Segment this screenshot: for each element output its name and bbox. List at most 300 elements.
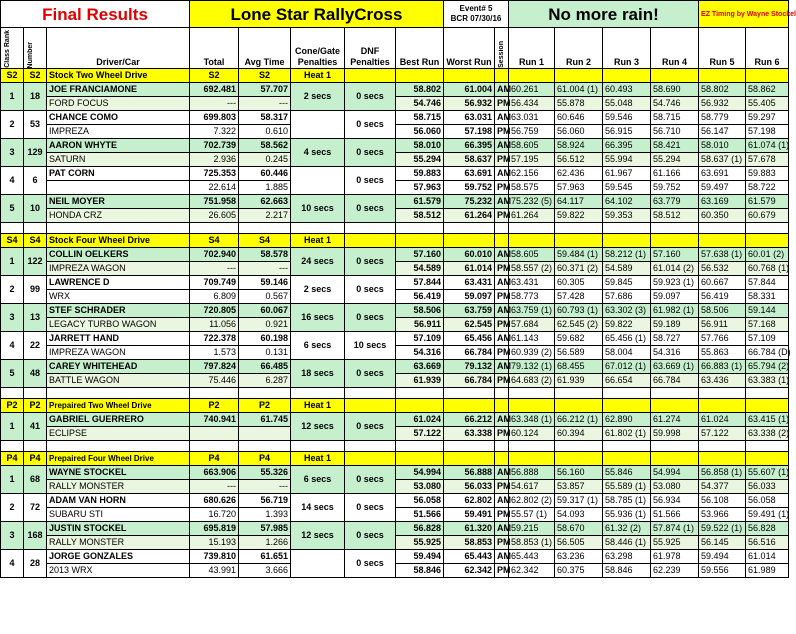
run-time: 57.686 bbox=[603, 290, 651, 304]
session: AM bbox=[495, 413, 509, 427]
best-run: 56.058 bbox=[396, 494, 444, 508]
class-code-alt: S2 bbox=[24, 69, 47, 83]
run-time: 59.998 bbox=[651, 427, 699, 441]
run-time: 58.727 bbox=[651, 332, 699, 346]
best-run: 61.024 bbox=[396, 413, 444, 427]
car-name: WRX bbox=[47, 290, 190, 304]
driver-row bbox=[1, 111, 789, 125]
empty-cell bbox=[47, 441, 190, 452]
run-time: 57.198 bbox=[746, 125, 789, 139]
run-time: 62.436 bbox=[555, 167, 603, 181]
best-run: 55.925 bbox=[396, 536, 444, 550]
empty-cell bbox=[396, 452, 444, 466]
run-time: 68.455 bbox=[555, 360, 603, 374]
run-time: 57.109 bbox=[746, 332, 789, 346]
run-time: 56.516 bbox=[746, 536, 789, 550]
cone-penalty bbox=[291, 167, 345, 195]
worst-run: 57.198 bbox=[444, 125, 495, 139]
worst-run: 60.010 bbox=[444, 248, 495, 262]
run-time: 55.863 bbox=[699, 346, 746, 360]
class-heat: Heat 1 bbox=[291, 69, 345, 83]
car-row bbox=[1, 480, 789, 494]
avg-time: 58.317 bbox=[239, 111, 291, 125]
run-time: 57.195 bbox=[509, 153, 555, 167]
empty-cell bbox=[555, 234, 603, 248]
worst-run: 61.264 bbox=[444, 209, 495, 223]
run-time: 60.305 bbox=[555, 276, 603, 290]
avg-time: 60.446 bbox=[239, 167, 291, 181]
empty-cell bbox=[555, 388, 603, 399]
best-run: 56.060 bbox=[396, 125, 444, 139]
total-diff bbox=[190, 427, 239, 441]
car-number: 13 bbox=[24, 304, 47, 332]
run-time: 60.667 bbox=[699, 276, 746, 290]
class-rank: 2 bbox=[1, 111, 24, 139]
best-run: 58.010 bbox=[396, 139, 444, 153]
driver-name: JOE FRANCIAMONE bbox=[47, 83, 190, 97]
timing-credit: EZ Timing by Wayne Stockel bbox=[699, 1, 789, 28]
spacer-row bbox=[1, 388, 789, 399]
run-time: 65.443 bbox=[509, 550, 555, 564]
run-time: 57.844 bbox=[746, 276, 789, 290]
run-time: 60.768 (1) bbox=[746, 262, 789, 276]
class-code: S2 bbox=[1, 69, 24, 83]
run-time: 60.375 bbox=[555, 564, 603, 578]
page-title: Final Results bbox=[1, 1, 190, 28]
worst-run: 56.888 bbox=[444, 466, 495, 480]
cone-penalty: 6 secs bbox=[291, 466, 345, 494]
empty-cell bbox=[396, 399, 444, 413]
driver-name: NEIL MOYER bbox=[47, 195, 190, 209]
total-time: 709.749 bbox=[190, 276, 239, 290]
car-row bbox=[1, 508, 789, 522]
empty-cell bbox=[495, 441, 509, 452]
run-time: 56.532 bbox=[699, 262, 746, 276]
empty-cell bbox=[555, 441, 603, 452]
worst-run: 63.431 bbox=[444, 276, 495, 290]
class-header-row bbox=[1, 452, 789, 466]
car-number: 18 bbox=[24, 83, 47, 111]
empty-cell bbox=[555, 223, 603, 234]
run-time: 60.371 (2) bbox=[555, 262, 603, 276]
run-time: 59.556 bbox=[699, 564, 746, 578]
run-time: 63.436 bbox=[699, 374, 746, 388]
driver-name: AARON WHYTE bbox=[47, 139, 190, 153]
driver-name: STEF SCHRADER bbox=[47, 304, 190, 318]
run-time: 56.589 bbox=[555, 346, 603, 360]
run-time: 55.048 bbox=[603, 97, 651, 111]
run-time: 59.494 bbox=[699, 550, 746, 564]
car-number: 129 bbox=[24, 139, 47, 167]
run-time: 63.415 (1) bbox=[746, 413, 789, 427]
avg-diff: 0.131 bbox=[239, 346, 291, 360]
run-time: 62.342 bbox=[509, 564, 555, 578]
empty-cell bbox=[345, 388, 396, 399]
run-time: 63.302 (3) bbox=[603, 304, 651, 318]
worst-run: 56.932 bbox=[444, 97, 495, 111]
total-diff: --- bbox=[190, 97, 239, 111]
run-time: 58.690 bbox=[651, 83, 699, 97]
empty-cell bbox=[1, 441, 24, 452]
best-run: 58.715 bbox=[396, 111, 444, 125]
run-time: 56.888 bbox=[509, 466, 555, 480]
car-number: 41 bbox=[24, 413, 47, 441]
cone-penalty: 12 secs bbox=[291, 522, 345, 550]
driver-row bbox=[1, 83, 789, 97]
avg-diff: --- bbox=[239, 480, 291, 494]
driver-row bbox=[1, 550, 789, 564]
class-rank: 2 bbox=[1, 276, 24, 304]
best-run: 57.844 bbox=[396, 276, 444, 290]
worst-run: 66.784 bbox=[444, 374, 495, 388]
worst-run: 59.491 bbox=[444, 508, 495, 522]
driver-name: JORGE GONZALES bbox=[47, 550, 190, 564]
run-time: 59.752 bbox=[651, 181, 699, 195]
class-code-alt: P4 bbox=[24, 452, 47, 466]
car-number: 48 bbox=[24, 360, 47, 388]
car-row bbox=[1, 262, 789, 276]
session: PM bbox=[495, 125, 509, 139]
run-time: 58.212 (1) bbox=[603, 248, 651, 262]
run-time: 55.607 (1) bbox=[746, 466, 789, 480]
class-avg-label: P4 bbox=[239, 452, 291, 466]
run-time: 58.846 bbox=[603, 564, 651, 578]
run-time: 57.428 bbox=[555, 290, 603, 304]
empty-cell bbox=[603, 69, 651, 83]
best-run: 58.512 bbox=[396, 209, 444, 223]
run-time: 53.080 bbox=[651, 480, 699, 494]
run-time: 59.353 bbox=[603, 209, 651, 223]
driver-row bbox=[1, 466, 789, 480]
car-number: 122 bbox=[24, 248, 47, 276]
col-worst-run: Worst Run bbox=[444, 28, 495, 69]
driver-row bbox=[1, 276, 789, 290]
driver-row bbox=[1, 167, 789, 181]
empty-cell bbox=[291, 223, 345, 234]
run-time: 60.679 bbox=[746, 209, 789, 223]
run-time: 63.236 bbox=[555, 550, 603, 564]
run-time: 53.857 bbox=[555, 480, 603, 494]
empty-cell bbox=[291, 441, 345, 452]
worst-run: 65.443 bbox=[444, 550, 495, 564]
car-name: SATURN bbox=[47, 153, 190, 167]
run-time: 58.637 (1) bbox=[699, 153, 746, 167]
run-time: 56.033 bbox=[746, 480, 789, 494]
run-time: 60.124 bbox=[509, 427, 555, 441]
run-time: 59.497 bbox=[699, 181, 746, 195]
car-name: RALLY MONSTER bbox=[47, 480, 190, 494]
avg-diff: 0.610 bbox=[239, 125, 291, 139]
car-name: RALLY MONSTER bbox=[47, 536, 190, 550]
car-name: IMPREZA bbox=[47, 125, 190, 139]
total-diff: 15.193 bbox=[190, 536, 239, 550]
worst-run: 61.320 bbox=[444, 522, 495, 536]
total-time: 680.626 bbox=[190, 494, 239, 508]
col-best-run: Best Run bbox=[396, 28, 444, 69]
empty-cell bbox=[396, 69, 444, 83]
session: PM bbox=[495, 374, 509, 388]
driver-name: JUSTIN STOCKEL bbox=[47, 522, 190, 536]
col-number: Number bbox=[27, 41, 34, 68]
class-total-label: P2 bbox=[190, 399, 239, 413]
run-time: 60.01 (2) bbox=[746, 248, 789, 262]
best-run: 54.316 bbox=[396, 346, 444, 360]
empty-cell bbox=[746, 69, 789, 83]
session: PM bbox=[495, 290, 509, 304]
cone-penalty: 6 secs bbox=[291, 332, 345, 360]
session: PM bbox=[495, 181, 509, 195]
run-time: 53.966 bbox=[699, 508, 746, 522]
run-time: 58.722 bbox=[746, 181, 789, 195]
avg-diff bbox=[239, 427, 291, 441]
empty-cell bbox=[509, 399, 555, 413]
run-time: 61.014 (2) bbox=[651, 262, 699, 276]
run-time: 56.858 (1) bbox=[699, 466, 746, 480]
run-time: 59.822 bbox=[603, 318, 651, 332]
empty-cell bbox=[495, 452, 509, 466]
car-name: SUBARU STI bbox=[47, 508, 190, 522]
car-name: IMPREZA WAGON bbox=[47, 346, 190, 360]
driver-row bbox=[1, 304, 789, 318]
run-time: 61.802 (1) bbox=[603, 427, 651, 441]
run-time: 63.759 (1) bbox=[509, 304, 555, 318]
empty-cell bbox=[345, 452, 396, 466]
class-code: P4 bbox=[1, 452, 24, 466]
car-number: 22 bbox=[24, 332, 47, 360]
session: AM bbox=[495, 111, 509, 125]
empty-cell bbox=[746, 388, 789, 399]
empty-cell bbox=[555, 69, 603, 83]
class-code: S4 bbox=[1, 234, 24, 248]
worst-run: 58.853 bbox=[444, 536, 495, 550]
run-time: 58.779 bbox=[699, 111, 746, 125]
session: AM bbox=[495, 522, 509, 536]
class-rank: 4 bbox=[1, 550, 24, 578]
run-time: 63.169 bbox=[699, 195, 746, 209]
best-run: 57.963 bbox=[396, 181, 444, 195]
run-time: 64.117 bbox=[555, 195, 603, 209]
run-time: 59.097 bbox=[651, 290, 699, 304]
class-header-row bbox=[1, 69, 789, 83]
col-run3: Run 3 bbox=[603, 28, 651, 69]
total-time: 722.378 bbox=[190, 332, 239, 346]
run-time: 59.682 bbox=[555, 332, 603, 346]
class-rank: 2 bbox=[1, 494, 24, 522]
weather-note: No more rain! bbox=[509, 1, 699, 28]
empty-cell bbox=[603, 388, 651, 399]
run-time: 58.446 (1) bbox=[603, 536, 651, 550]
worst-run: 59.097 bbox=[444, 290, 495, 304]
total-diff: 22.614 bbox=[190, 181, 239, 195]
event-date: BCR 07/30/16 bbox=[450, 14, 502, 23]
dnf-penalty: 0 secs bbox=[345, 167, 396, 195]
run-time: 58.715 bbox=[651, 111, 699, 125]
car-row bbox=[1, 125, 789, 139]
best-run: 54.589 bbox=[396, 262, 444, 276]
car-number: 28 bbox=[24, 550, 47, 578]
run-time: 55.294 bbox=[651, 153, 699, 167]
run-time: 64.102 bbox=[603, 195, 651, 209]
class-rank: 5 bbox=[1, 360, 24, 388]
class-rank: 4 bbox=[1, 167, 24, 195]
cone-penalty: 10 secs bbox=[291, 195, 345, 223]
driver-row bbox=[1, 195, 789, 209]
class-header-row bbox=[1, 234, 789, 248]
run-time: 55.878 bbox=[555, 97, 603, 111]
avg-diff: 3.666 bbox=[239, 564, 291, 578]
class-total-label: S2 bbox=[190, 69, 239, 83]
car-number: 99 bbox=[24, 276, 47, 304]
session: PM bbox=[495, 318, 509, 332]
run-time: 58.605 bbox=[509, 248, 555, 262]
run-time: 58.862 bbox=[746, 83, 789, 97]
col-session: Session bbox=[498, 41, 505, 68]
empty-cell bbox=[1, 223, 24, 234]
cone-penalty: 24 secs bbox=[291, 248, 345, 276]
empty-cell bbox=[651, 69, 699, 83]
driver-row bbox=[1, 522, 789, 536]
class-rank: 1 bbox=[1, 466, 24, 494]
col-run5: Run 5 bbox=[699, 28, 746, 69]
total-time: 702.940 bbox=[190, 248, 239, 262]
driver-name: LAWRENCE D bbox=[47, 276, 190, 290]
run-time: 55.405 bbox=[746, 97, 789, 111]
empty-cell bbox=[495, 234, 509, 248]
run-time: 67.012 (1) bbox=[603, 360, 651, 374]
worst-run: 66.212 bbox=[444, 413, 495, 427]
empty-cell bbox=[555, 452, 603, 466]
car-row bbox=[1, 427, 789, 441]
empty-cell bbox=[603, 399, 651, 413]
cone-penalty: 2 secs bbox=[291, 276, 345, 304]
car-number: 72 bbox=[24, 494, 47, 522]
run-time: 66.212 (1) bbox=[555, 413, 603, 427]
dnf-penalty: 0 secs bbox=[345, 195, 396, 223]
dnf-penalty: 0 secs bbox=[345, 304, 396, 332]
cone-penalty: 14 secs bbox=[291, 494, 345, 522]
empty-cell bbox=[239, 441, 291, 452]
driver-row bbox=[1, 248, 789, 262]
run-time: 62.239 bbox=[651, 564, 699, 578]
car-number: 6 bbox=[24, 167, 47, 195]
empty-cell bbox=[444, 69, 495, 83]
run-time: 57.168 bbox=[746, 318, 789, 332]
empty-cell bbox=[509, 388, 555, 399]
driver-name: ADAM VAN HORN bbox=[47, 494, 190, 508]
avg-time: 60.198 bbox=[239, 332, 291, 346]
run-time: 57.160 bbox=[651, 248, 699, 262]
empty-cell bbox=[603, 223, 651, 234]
run-time: 56.710 bbox=[651, 125, 699, 139]
run-time: 57.766 bbox=[699, 332, 746, 346]
run-time: 59.883 bbox=[746, 167, 789, 181]
run-time: 58.010 bbox=[699, 139, 746, 153]
empty-cell bbox=[396, 234, 444, 248]
run-time: 56.915 bbox=[603, 125, 651, 139]
col-driver-car: Driver/Car bbox=[47, 28, 190, 69]
run-time: 61.004 (1) bbox=[555, 83, 603, 97]
run-time: 63.383 (1) bbox=[746, 374, 789, 388]
session: AM bbox=[495, 304, 509, 318]
total-diff: --- bbox=[190, 480, 239, 494]
empty-cell bbox=[495, 223, 509, 234]
class-rank: 5 bbox=[1, 195, 24, 223]
run-time: 55.589 (1) bbox=[603, 480, 651, 494]
run-time: 60.261 bbox=[509, 83, 555, 97]
worst-run: 63.031 bbox=[444, 111, 495, 125]
avg-time: 57.707 bbox=[239, 83, 291, 97]
empty-cell bbox=[190, 441, 239, 452]
total-time: 740.941 bbox=[190, 413, 239, 427]
empty-cell bbox=[24, 388, 47, 399]
run-time: 66.883 (1) bbox=[699, 360, 746, 374]
class-total-label: P4 bbox=[190, 452, 239, 466]
session: AM bbox=[495, 195, 509, 209]
run-time: 54.994 bbox=[651, 466, 699, 480]
worst-run: 63.759 bbox=[444, 304, 495, 318]
avg-time: 58.578 bbox=[239, 248, 291, 262]
run-time: 57.678 bbox=[746, 153, 789, 167]
total-diff: 7.322 bbox=[190, 125, 239, 139]
total-time: 797.824 bbox=[190, 360, 239, 374]
empty-cell bbox=[699, 388, 746, 399]
session: PM bbox=[495, 480, 509, 494]
class-name: Stock Four Wheel Drive bbox=[47, 234, 190, 248]
worst-run: 65.456 bbox=[444, 332, 495, 346]
avg-time: 60.067 bbox=[239, 304, 291, 318]
session: PM bbox=[495, 209, 509, 223]
session: AM bbox=[495, 167, 509, 181]
empty-cell bbox=[24, 441, 47, 452]
run-time: 66.654 bbox=[603, 374, 651, 388]
empty-cell bbox=[651, 388, 699, 399]
run-time: 54.589 bbox=[603, 262, 651, 276]
empty-cell bbox=[603, 441, 651, 452]
empty-cell bbox=[651, 223, 699, 234]
run-time: 61.264 bbox=[509, 209, 555, 223]
run-time: 59.484 (1) bbox=[555, 248, 603, 262]
run-time: 59.845 bbox=[603, 276, 651, 290]
avg-diff: 0.921 bbox=[239, 318, 291, 332]
run-time: 56.934 bbox=[651, 494, 699, 508]
session: PM bbox=[495, 427, 509, 441]
run-time: 75.232 (5) bbox=[509, 195, 555, 209]
empty-cell bbox=[746, 452, 789, 466]
empty-cell bbox=[603, 452, 651, 466]
cone-penalty: 2 secs bbox=[291, 83, 345, 111]
run-time: 61.024 bbox=[699, 413, 746, 427]
run-time: 56.434 bbox=[509, 97, 555, 111]
run-time: 57.684 bbox=[509, 318, 555, 332]
run-time: 60.793 (1) bbox=[555, 304, 603, 318]
empty-cell bbox=[239, 223, 291, 234]
empty-cell bbox=[444, 234, 495, 248]
session: PM bbox=[495, 262, 509, 276]
run-time: 55.57 (1) bbox=[509, 508, 555, 522]
class-name: Stock Two Wheel Drive bbox=[47, 69, 190, 83]
driver-row bbox=[1, 139, 789, 153]
dnf-penalty: 0 secs bbox=[345, 413, 396, 441]
best-run: 51.566 bbox=[396, 508, 444, 522]
empty-cell bbox=[444, 452, 495, 466]
run-time: 58.004 bbox=[603, 346, 651, 360]
empty-cell bbox=[47, 388, 190, 399]
car-name: 2013 WRX bbox=[47, 564, 190, 578]
car-number: 53 bbox=[24, 111, 47, 139]
run-time: 59.522 (1) bbox=[699, 522, 746, 536]
driver-row bbox=[1, 494, 789, 508]
total-diff: 43.991 bbox=[190, 564, 239, 578]
